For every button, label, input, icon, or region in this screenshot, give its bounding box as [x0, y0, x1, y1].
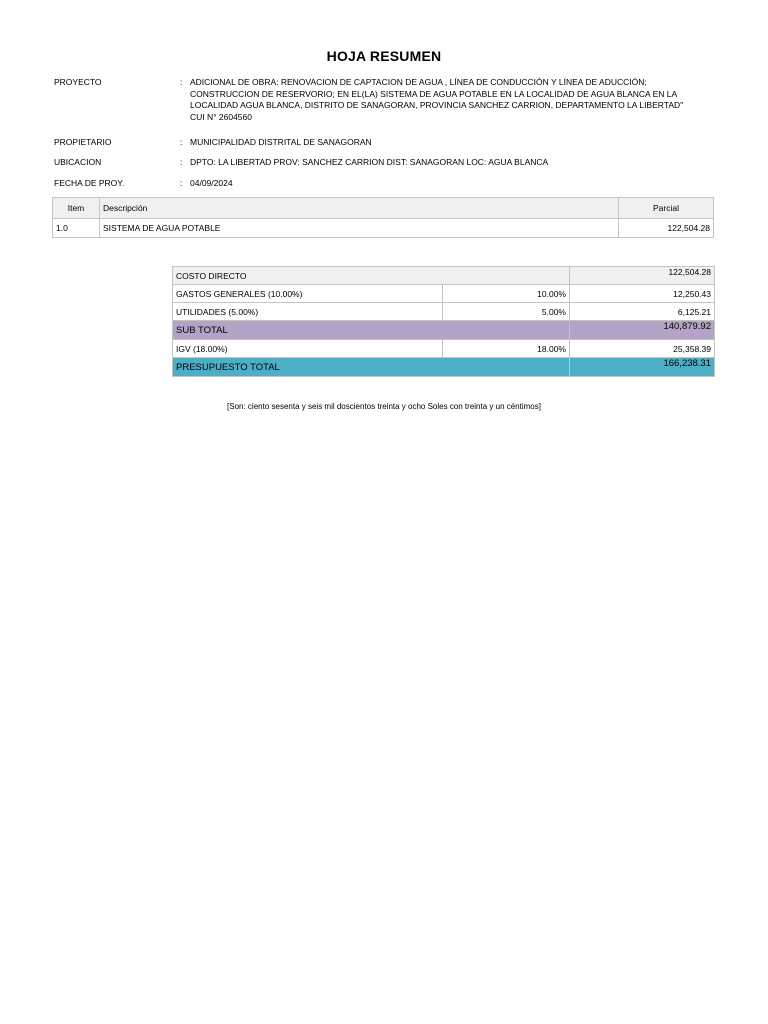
gastos-generales-label: GASTOS GENERALES (10.00%) [173, 285, 443, 303]
presupuesto-total-label: PRESUPUESTO TOTAL [173, 358, 570, 377]
sub-total-label: SUB TOTAL [173, 321, 570, 340]
utilidades-pct: 5.00% [443, 303, 570, 321]
table-row [53, 219, 714, 238]
colon-separator: : [180, 157, 183, 167]
info-row-proyecto [54, 77, 714, 125]
info-row-fecha [54, 178, 714, 190]
cell-item: 1.0 [53, 219, 100, 238]
fecha-value: 04/09/2024 [190, 178, 233, 188]
gastos-generales-pct: 10.00% [443, 285, 570, 303]
gastos-generales-amount: 12,250.43 [570, 285, 715, 303]
summary-row-utilidades [173, 303, 715, 321]
colon-separator: : [180, 77, 183, 87]
propietario-value: MUNICIPALIDAD DISTRITAL DE SANAGORAN [190, 137, 372, 147]
ubicacion-label: UBICACION [54, 157, 102, 167]
header-descripcion: Descripción [100, 198, 619, 219]
info-row-ubicacion [54, 157, 714, 169]
ubicacion-value: DPTO: LA LIBERTAD PROV: SANCHEZ CARRION DIST: SANAGORAN LOC: AGUA BLANCA [190, 157, 549, 167]
utilidades-amount: 6,125.21 [570, 303, 715, 321]
summary-row-costo-directo [173, 267, 715, 285]
igv-label: IGV (18.00%) [173, 340, 443, 358]
summary-row-gastos-generales [173, 285, 715, 303]
header-parcial: Parcial [619, 198, 714, 219]
items-table [52, 197, 714, 238]
summary-row-sub-total [173, 321, 715, 340]
proyecto-value: ADICIONAL DE OBRA: RENOVACION DE CAPTACION DE AGUA , LÍNEA DE CONDUCCIÓN Y LÍNEA DE ADUCCIÓN; CONSTRUCCION DE RESERVORIO; EN EL(LA) SISTEMA DE AGUA POTABLE EN LA LOCALIDAD DE AGUA BLANCA EN LA LOCALIDAD AGUA BLANCA, DISTRITO DE SANAGORAN, PROVINCIA SANCHEZ CARRION, DEPARTAMENTO LA LIBERTAD" CUI N° 2604560 [190, 77, 684, 122]
sub-total-amount: 140,879.92 [570, 321, 715, 340]
cell-descripcion: SISTEMA DE AGUA POTABLE [100, 219, 619, 238]
presupuesto-total-amount: 166,238.31 [570, 358, 715, 377]
amount-in-words: [Son: ciento sesenta y seis mil doscientos treinta y ocho Soles con treinta y un céntimos] [227, 402, 541, 411]
summary-row-presupuesto-total [173, 358, 715, 377]
summary-table [172, 266, 715, 377]
header-item: Item [53, 198, 100, 219]
summary-row-igv [173, 340, 715, 358]
colon-separator: : [180, 137, 183, 147]
cell-parcial: 122,504.28 [619, 219, 714, 238]
page-title: HOJA RESUMEN [326, 48, 442, 64]
propietario-label: PROPIETARIO [54, 137, 112, 147]
colon-separator: : [180, 178, 183, 188]
costo-directo-amount: 122,504.28 [570, 267, 715, 285]
utilidades-label: UTILIDADES (5.00%) [173, 303, 443, 321]
items-table-header [53, 198, 714, 219]
proyecto-label: PROYECTO [54, 77, 102, 87]
info-row-propietario [54, 137, 714, 149]
costo-directo-label: COSTO DIRECTO [173, 267, 570, 285]
igv-pct: 18.00% [443, 340, 570, 358]
igv-amount: 25,358.39 [570, 340, 715, 358]
fecha-label: FECHA DE PROY. [54, 178, 125, 188]
